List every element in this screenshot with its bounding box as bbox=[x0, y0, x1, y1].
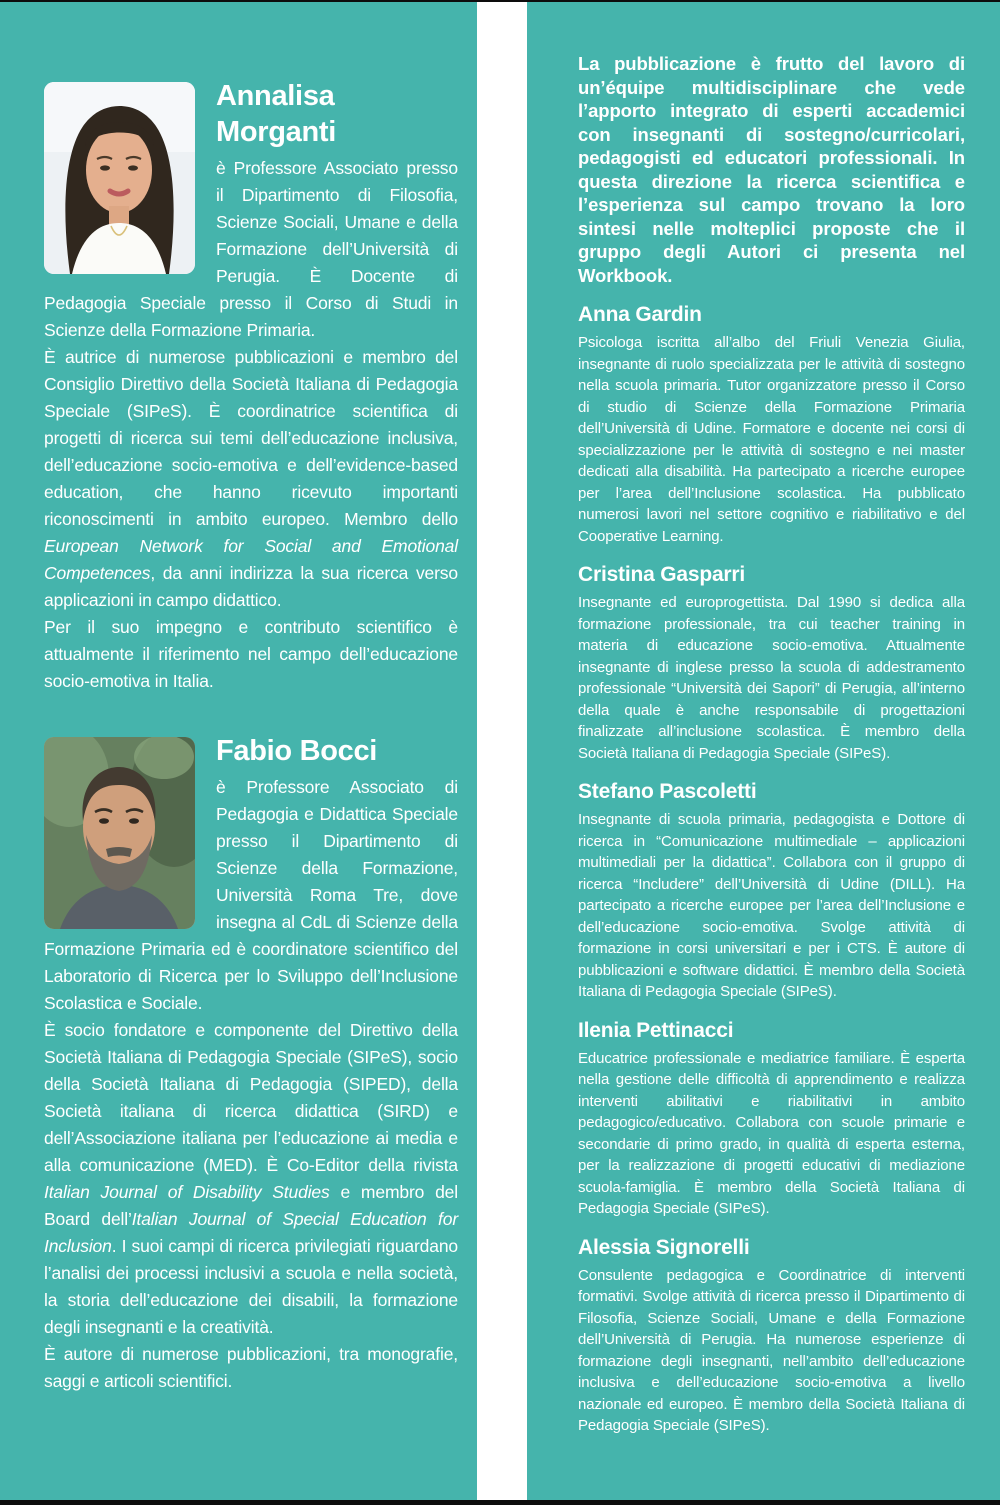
author-bio-paragraph: è Professore Associato presso il Dipartimento di Filosofia, Scienze Sociali, Umane e della Formazione dell’Università di Perugia. È Docente di Pedagogia Speciale presso il Corso di Studi in Scienze della Formazione Primaria. bbox=[44, 158, 458, 340]
author-name: Annalisa Morganti bbox=[216, 80, 337, 148]
author-name: Fabio Bocci bbox=[216, 735, 378, 767]
contributor-bio: Educatrice professionale e mediatrice familiare. È esperta nella gestione delle difficoltà di apprendimento e realizza interventi abilitativi e riabilitativi in ambito pedagogico/educativo. Collabora con scuole primarie e secondarie di primo grado, in qualità di esperta esterna, per la realizzazione di progetti educativi di mediazione scuola-famiglia. È membro della Società Italiana di Pedagogia Speciale (SIPeS). bbox=[578, 1049, 965, 1217]
portrait-fabio-bocci bbox=[44, 737, 195, 929]
author-section-fabio-bocci bbox=[44, 733, 458, 1395]
intro-paragraph: La pubblicazione è frutto del lavoro di un’équipe multidisciplinare che vede l’apporto integrato di esperti accademici con insegnanti di sostegno/curricolari, pedagogisti ed educatori professionali. In questa direzione la ricerca scientifica e l’esperienza sul campo trovano la loro sintesi nelle molteplici proposte che il gruppo degli Autori ci presenta nel Workbook. bbox=[578, 53, 965, 286]
author-bio-paragraph: È autrice di numerose pubblicazioni e membro del Consiglio Direttivo della Società Italiana di Pedagogia Speciale (SIPeS). È coordinatrice scientifica di progetti di ricerca sui temi dell’educazione inclusiva, dell’educazione socio-emotiva e dell’evidence-based education, che hanno ricevuto importanti riconoscimenti in ambito europeo. Membro dello European Network for Social and Emotional Competences, da anni indirizza la sua ricerca verso applicazioni in campo didattico. bbox=[44, 347, 458, 610]
contributor-name: Cristina Gasparri bbox=[578, 563, 745, 586]
annalisa-morganti-photo bbox=[44, 82, 195, 274]
contributor-bio: Psicologa iscritta all’albo del Friuli Venezia Giulia, insegnante di ruolo specializzata per le attività di sostegno nella scuola primaria. Tutor organizzatore presso il Corso di studio di Scienze della Formazione Primaria dell’Università di Udine. Formatore e docente nei corsi di specializzazione per le attività di sostegno e nei master dedicati alla disabilità. Ha partecipato a ricerche europee per l’area dell’Inclusione scolastica. Ha pubblicato numerosi lavori nel settore cognitivo e riabilitativo e del Cooperative Learning. bbox=[578, 334, 965, 545]
contributor-bio: Consulente pedagogica e Coordinatrice di interventi formativi. Svolge attività di ricerca presso il Dipartimento di Filosofia, Scienze Sociali, Umane e della Formazione dell’Università di Perugia. Ha numerose esperienze di formazione degli insegnanti, nell’ambito dell’educazione inclusiva e dell’educazione socio-emotiva a livello nazionale ed europeo. È membro della Società Italiana di Pedagogia Speciale (SIPeS). bbox=[578, 1266, 965, 1434]
left-flap bbox=[0, 2, 477, 1500]
fabio-bocci-photo bbox=[44, 737, 195, 929]
author-bio-paragraph: è Professore Associato di Pedagogia e Didattica Speciale presso il Dipartimento di Scienze della Formazione, Università Roma Tre, dove insegna al CdL di Scienze della Formazione Primaria ed è coordinatore scientifico del Laboratorio di Ricerca per lo Sviluppo dell’Inclusione Scolastica e Sociale. bbox=[44, 777, 458, 1013]
contributor-section-stefano-pascoletti bbox=[578, 779, 965, 1003]
contributor-section-ilenia-pettinacci bbox=[578, 1018, 965, 1220]
contributor-bio: Insegnante di scuola primaria, pedagogista e Dottore di ricerca in “Comunicazione multimediale – applicazioni multimediali per la didattica”. Collabora con il gruppo di ricerca “Includere” dell’Università di Udine (DILL). Ha partecipato a ricerche europee per l’area dell’Inclusione e dell’educazione socio-emotiva. Svolge attività di formazione in corsi universitari e per i CTS. È autore di pubblicazioni e software didattici. È membro della Società Italiana di Pedagogia Speciale (SIPeS). bbox=[578, 811, 965, 1000]
spine-gap bbox=[477, 2, 527, 1500]
contributor-name: Ilenia Pettinacci bbox=[578, 1018, 734, 1042]
contributor-section-anna-gardin bbox=[578, 302, 965, 547]
author-bio-paragraph: È socio fondatore e componente del Direttivo della Società Italiana di Pedagogia Speciale (SIPeS), socio della Società Italiana di Pedagogia (SIPED), della Società italiana di ricerca didattica (SIRD) e dell’Associazione italiana per l’educazione ai media e alla comunicazione (MED). È Co-Editor della rivista Italian Journal of Disability Studies e membro del Board dell’Italian Journal of Special Education for Inclusion. I suoi campi di ricerca privilegiati riguardano l’analisi dei processi inclusivi a scuola e nella società, la storia dell’educazione dei disabili, la formazione degli insegnanti e la creatività. bbox=[44, 1020, 459, 1337]
contributor-name: Stefano Pascoletti bbox=[578, 780, 757, 803]
author-bio-paragraph: Per il suo impegno e contributo scientifico è attualmente il riferimento nel campo dell’educazione socio-emotiva in Italia. bbox=[44, 617, 458, 691]
contributor-name: Alessia Signorelli bbox=[578, 1235, 750, 1259]
right-flap bbox=[527, 2, 1000, 1500]
contributor-section-alessia-signorelli bbox=[578, 1235, 965, 1437]
author-bio-paragraph: È autore di numerose pubblicazioni, tra monografie, saggi e articoli scientifici. bbox=[44, 1344, 458, 1391]
author-section-annalisa-morganti bbox=[44, 78, 458, 695]
contributor-bio: Insegnante ed europrogettista. Dal 1990 si dedica alla formazione professionale, tra cui teacher training in materia di educazione socio-emotiva. Attualmente insegnante di inglese presso la scuola di addestramento professionale “Università dei Sapori” di Perugia, all’interno della quale è anche responsabile di progettazioni finalizzate all’inclusione scolastica. È membro della Società Italiana di Pedagogia Speciale (SIPeS). bbox=[578, 594, 965, 762]
contributor-section-cristina-gasparri bbox=[578, 562, 965, 764]
contributor-name: Anna Gardin bbox=[578, 303, 702, 326]
portrait-annalisa-morganti bbox=[44, 82, 195, 274]
